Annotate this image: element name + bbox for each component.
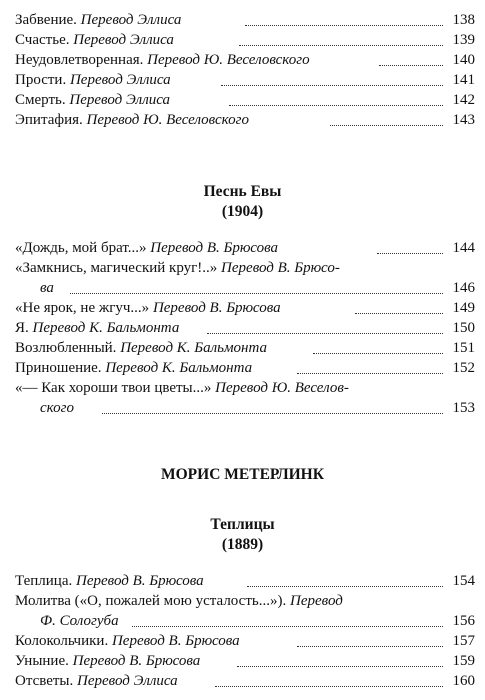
page-number: 141 bbox=[452, 72, 475, 88]
toc-entry-continuation bbox=[40, 278, 475, 298]
toc-entry bbox=[15, 671, 475, 691]
entry-title: «Не ярок, не жгуч...» bbox=[15, 300, 150, 316]
entry-translator: Перевод В. Брюсо- bbox=[221, 260, 340, 276]
section-heading: Песнь Евы bbox=[203, 183, 282, 200]
dot-leader bbox=[239, 45, 443, 46]
toc-entry bbox=[15, 358, 475, 378]
entry-title: «Замкнись, магический круг!..» bbox=[15, 260, 218, 276]
entry-translator: Перевод В. Брюсова bbox=[72, 653, 201, 669]
dot-leader bbox=[245, 25, 443, 26]
dot-leader bbox=[355, 313, 443, 314]
toc-entry bbox=[15, 110, 475, 130]
page-number: 149 bbox=[452, 300, 475, 316]
page-number: 159 bbox=[452, 653, 475, 669]
toc-entry bbox=[15, 30, 475, 50]
entry-translator: Перевод Ю. Веселов- bbox=[215, 380, 349, 396]
entry-translator-continuation: ского bbox=[40, 400, 74, 416]
toc-entry bbox=[15, 571, 475, 591]
entry-title: Отсветы. bbox=[15, 673, 74, 689]
toc-entry bbox=[15, 298, 475, 318]
entry-title: Приношение. bbox=[15, 360, 102, 376]
page-number: 139 bbox=[452, 32, 475, 48]
dot-leader bbox=[297, 646, 443, 647]
page-number: 160 bbox=[452, 673, 475, 689]
entry-translator: Перевод bbox=[289, 593, 343, 609]
dot-leader bbox=[207, 333, 443, 334]
entry-title: Я. bbox=[15, 320, 29, 336]
entry-translator: Перевод В. Брюсова bbox=[75, 573, 204, 589]
entry-translator: Перевод Эллиса bbox=[73, 32, 174, 48]
entry-title: Счастье. bbox=[15, 32, 70, 48]
entry-translator-continuation: ва bbox=[40, 280, 54, 296]
dot-leader bbox=[229, 105, 443, 106]
toc-entry bbox=[15, 10, 475, 30]
section-year: (1904) bbox=[221, 203, 264, 220]
toc-entry bbox=[15, 70, 475, 90]
toc-entry bbox=[15, 258, 475, 278]
entry-title: «Дождь, мой брат...» bbox=[15, 240, 147, 256]
page-number: 138 bbox=[452, 12, 475, 28]
entry-title: Неудовлетворенная. bbox=[15, 52, 144, 68]
page-number: 154 bbox=[452, 573, 475, 589]
entry-translator: Перевод В. Брюсова bbox=[111, 633, 240, 649]
entry-translator: Перевод В. Брюсова bbox=[152, 300, 281, 316]
entry-title: Возлюбленный. bbox=[15, 340, 117, 356]
dot-leader bbox=[379, 65, 443, 66]
entry-title: Колокольчики. bbox=[15, 633, 109, 649]
entry-translator: Перевод Эллиса bbox=[77, 673, 178, 689]
dot-leader bbox=[377, 253, 443, 254]
toc-entry bbox=[15, 591, 475, 611]
dot-leader bbox=[237, 666, 443, 667]
toc-entry-continuation bbox=[40, 398, 475, 418]
entry-translator: Перевод К. Бальмонта bbox=[105, 360, 253, 376]
entry-translator-continuation: Ф. Сологуба bbox=[40, 613, 119, 629]
dot-leader bbox=[221, 85, 443, 86]
entry-translator: Перевод Эллиса bbox=[69, 72, 171, 88]
toc-entry bbox=[15, 378, 475, 398]
section-heading: Теплицы bbox=[210, 516, 275, 533]
entry-title: Забвение. bbox=[15, 12, 77, 28]
page-number: 152 bbox=[452, 360, 475, 376]
entry-translator: Перевод Эллиса bbox=[69, 92, 171, 108]
dot-leader bbox=[297, 373, 443, 374]
dot-leader bbox=[102, 413, 443, 414]
dot-leader bbox=[330, 125, 443, 126]
entry-translator: Перевод Эллиса bbox=[80, 12, 182, 28]
entry-translator: Перевод К. Бальмонта bbox=[120, 340, 267, 356]
dot-leader bbox=[215, 686, 443, 687]
page-number: 146 bbox=[452, 280, 475, 296]
toc-entry-continuation bbox=[40, 611, 475, 631]
toc-entry bbox=[15, 651, 475, 671]
entry-translator: Перевод В. Брюсова bbox=[150, 240, 278, 256]
entry-title: «— Как хороши твои цветы...» bbox=[15, 380, 212, 396]
entry-title: Теплица. bbox=[15, 573, 73, 589]
dot-leader bbox=[313, 353, 443, 354]
author-heading: МОРИС МЕТЕРЛИНК bbox=[161, 466, 324, 483]
toc-entry bbox=[15, 631, 475, 651]
entry-translator: Перевод Ю. Веселовского bbox=[86, 112, 249, 128]
dot-leader bbox=[70, 293, 443, 294]
entry-title: Молитва («О, пожалей мою усталость...»). bbox=[15, 593, 287, 609]
entry-translator: Перевод К. Бальмонта bbox=[32, 320, 180, 336]
entry-translator: Перевод Ю. Веселовского bbox=[147, 52, 310, 68]
page-number: 151 bbox=[452, 340, 475, 356]
entry-title: Эпитафия. bbox=[15, 112, 83, 128]
toc-entry bbox=[15, 238, 475, 258]
section-year: (1889) bbox=[221, 536, 264, 553]
entry-title: Уныние. bbox=[15, 653, 69, 669]
toc-entry bbox=[15, 338, 475, 358]
dot-leader bbox=[132, 626, 443, 627]
toc-entry bbox=[15, 318, 475, 338]
page-number: 150 bbox=[452, 320, 475, 336]
page-number: 140 bbox=[452, 52, 475, 68]
page-number: 143 bbox=[452, 112, 475, 128]
entry-title: Смерть. bbox=[15, 92, 66, 108]
page-number: 157 bbox=[452, 633, 475, 649]
toc-entry bbox=[15, 50, 475, 70]
dot-leader bbox=[247, 586, 443, 587]
page-number: 142 bbox=[452, 92, 475, 108]
toc-entry bbox=[15, 90, 475, 110]
page-number: 156 bbox=[452, 613, 475, 629]
entry-title: Прости. bbox=[15, 72, 67, 88]
page-number: 153 bbox=[452, 400, 475, 416]
page-number: 144 bbox=[452, 240, 475, 256]
